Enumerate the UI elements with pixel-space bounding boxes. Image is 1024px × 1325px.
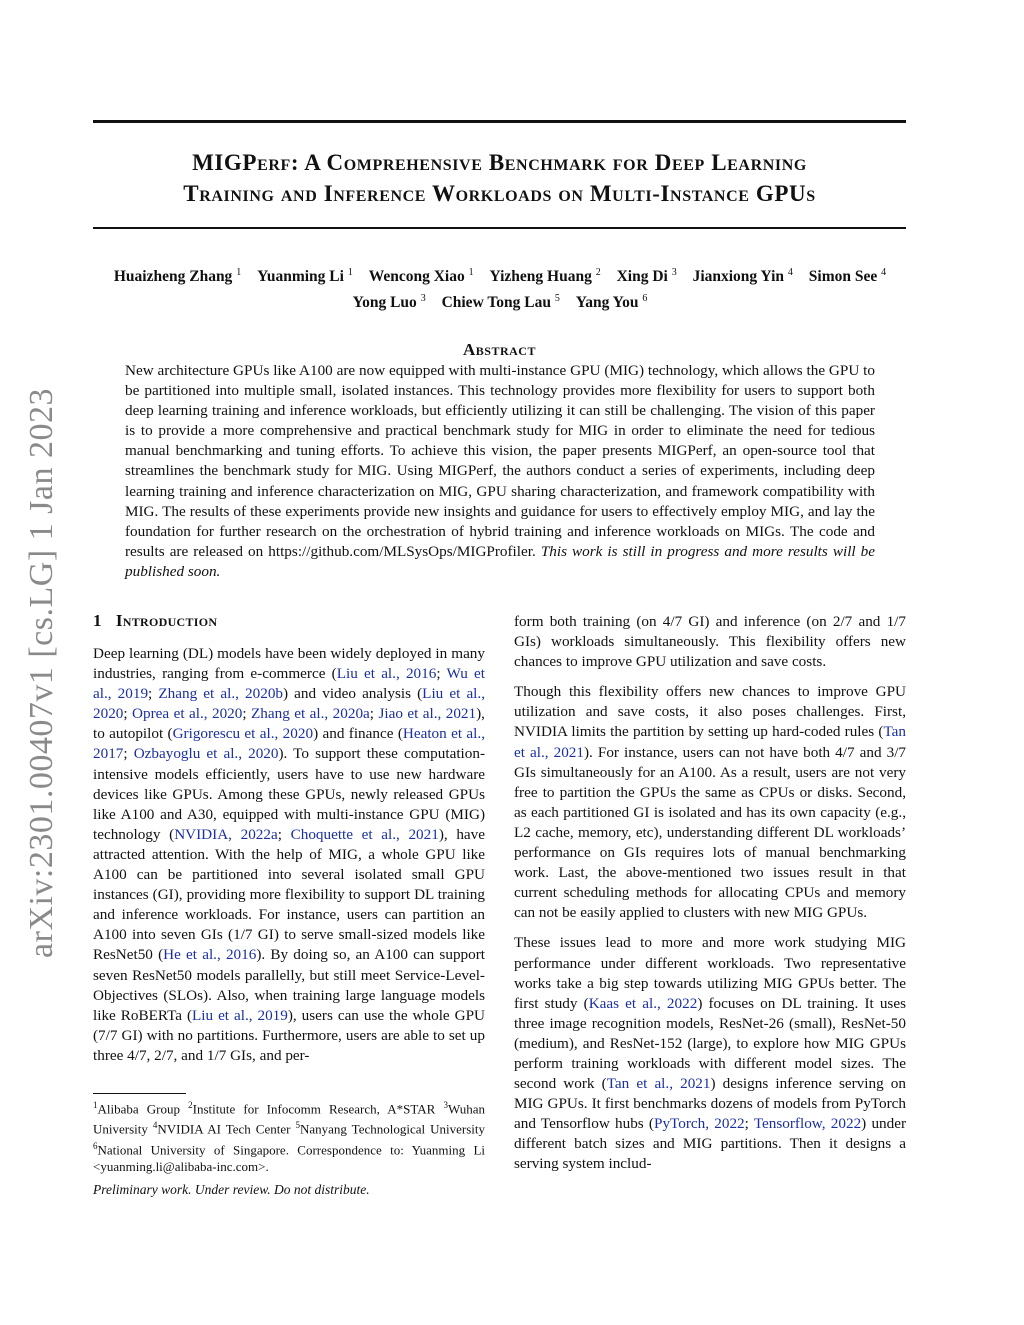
affiliation-marker: 6: [642, 293, 648, 305]
title-top-rule: [93, 120, 906, 123]
title-line-1: MIGPerf: A Comprehensive Benchmark for Deep Learning: [192, 150, 807, 175]
author: [353, 294, 426, 311]
citation-link[interactable]: Kaas et al., 2022: [588, 994, 698, 1012]
section-heading: [93, 611, 217, 631]
author: [617, 268, 677, 285]
affiliation-marker: 3: [671, 267, 677, 278]
footnote-rule: [93, 1093, 186, 1094]
affiliations-footnote: [93, 1097, 485, 1175]
affiliation-marker: 5: [295, 1120, 300, 1131]
author: [114, 268, 241, 285]
citation-link[interactable]: Tan et al., 2021: [514, 723, 906, 761]
author: [809, 268, 886, 285]
citation-link[interactable]: Liu et al., 2016: [336, 665, 437, 683]
citation-link[interactable]: Zhang et al., 2020b: [158, 685, 284, 703]
citation-link[interactable]: Wu et al., 2019: [93, 665, 486, 703]
citation-link[interactable]: Grigorescu et al., 2020: [172, 725, 314, 743]
affiliation-marker: 3: [420, 293, 426, 305]
affiliation-marker: 2: [595, 267, 601, 278]
author-name: Yang You: [575, 294, 643, 312]
citation-link[interactable]: Heaton et al., 2017: [93, 725, 485, 763]
affiliation-text: Wuhan University: [93, 1101, 485, 1137]
affiliation-marker: 6: [93, 1140, 98, 1151]
author-name: Yong Luo: [352, 294, 421, 312]
citation-link[interactable]: PyTorch, 2022: [654, 1115, 745, 1133]
author: [489, 268, 600, 285]
citation-link[interactable]: Zhang et al., 2020a: [251, 705, 370, 723]
right-column: [514, 612, 906, 1185]
abstract-heading: Abstract: [463, 340, 536, 359]
affiliation-marker: 1: [468, 267, 474, 278]
left-column: [93, 644, 485, 1076]
affiliation-text: Alibaba Group: [97, 1101, 189, 1117]
affiliation-marker: 4: [881, 267, 887, 278]
section-title: Introduction: [115, 611, 218, 630]
author-list: [80, 262, 920, 314]
affiliation-text: NVIDIA AI Tech Center: [157, 1121, 296, 1137]
affiliation-marker: 1: [93, 1100, 98, 1110]
citation-link[interactable]: NVIDIA, 2022a: [174, 825, 278, 843]
author: [693, 268, 793, 285]
citation-link[interactable]: He et al., 2016: [163, 946, 257, 964]
abstract-body: [125, 361, 875, 582]
author: [576, 294, 648, 311]
title-bottom-rule: [93, 227, 906, 229]
author-name: Simon See: [808, 268, 882, 286]
author-name: Huaizheng Zhang: [113, 268, 237, 286]
affiliation-marker: 4: [787, 267, 793, 278]
paragraph: Though this flexibility offers new chances to improve GPU utilization and save costs, it also poses challenges. First, NVIDIA limits the partition by setting up hard-coded rules (Tan et al., 2021). For instance, users can not have both 4/7 and 3/7 GIs simultaneously for an A100. As a result, users are not very free to partition the GPUs the same as CPUs or disks. Second, as each partitioned GI is isolated and has its own capacity (e.g., L2 cache, memory, etc), understanding different DL workloads’ performance on GIs requires lots of manual benchmarking work. Last, the above-mentioned two issues result in that current scheduling methods for allocating CPUs and memory can not be easily applied to clusters with new MIG GPUs.: [514, 683, 907, 922]
correspondence: Correspondence to: Yuanming Li <yuanming.li@alibaba-inc.com>.: [93, 1141, 486, 1174]
affiliation-text: Institute for Infocomm Research, A*STAR: [192, 1101, 444, 1117]
paragraph: Deep learning (DL) models have been widely deployed in many industries, ranging from e-commerce (Liu et al., 2016; Wu et al., 2019; Zhang et al., 2020b) and video analysis (Liu et al., 2020; Oprea et al., 2020; Zhang et al., 2020a; Jiao et al., 2021), to autopilot (Grigorescu et al., 2020) and finance (Heaton et al., 2017; Ozbayoglu et al., 2020). To support these computation-intensive models efficiently, users have to use new hardware devices like GPUs. Among these GPUs, newly released GPUs like A100 and A30, equipped with multi-instance GPU (MIG) technology (NVIDIA, 2022a; Choquette et al., 2021), have attracted attention. With the help of MIG, a whole GPU like A100 can be partitioned into several isolated small GPU instances (GI), providing more flexibility to support DL training and inference workloads. For instance, users can partition an A100 into seven GIs (1/7 GI) to serve small-sized models like ResNet50 (He et al., 2016). By doing so, an A100 can support seven ResNet50 models parallelly, but still meet Service-Level-Objectives (SLOs). Also, when training large language models like RoBERTa (Liu et al., 2019), users can use the whole GPU (7/7 GI) with no partitions. Furthermore, users are able to set up three 4/7, 2/7, and 1/7 GIs, and per-: [93, 645, 486, 1064]
author-name: Xing Di: [616, 268, 672, 286]
preliminary-note: Preliminary work. Under review. Do not distribute.: [93, 1182, 370, 1197]
author-name: Jianxiong Yin: [692, 268, 788, 286]
affiliation-marker: 1: [347, 267, 353, 278]
abstract-italic-note: This work is still in progress and more results will be published soon.: [125, 542, 876, 580]
citation-link[interactable]: Choquette et al., 2021: [290, 825, 439, 843]
citation-link[interactable]: Jiao et al., 2021: [378, 705, 477, 723]
affiliation-marker: 5: [554, 293, 560, 305]
citation-link[interactable]: Tan et al., 2021: [606, 1075, 711, 1093]
citation-link[interactable]: Ozbayoglu et al., 2020: [133, 745, 279, 763]
author-name: Wencong Xiao: [368, 268, 469, 286]
citation-link[interactable]: Liu et al., 2020: [93, 685, 485, 723]
title-line-2: Training and Inference Workloads on Multi-Instance GPUs: [183, 181, 816, 206]
affiliation-marker: 1: [236, 267, 242, 278]
citation-link[interactable]: Tensorflow, 2022: [753, 1115, 862, 1133]
affiliation-marker: 4: [152, 1120, 158, 1131]
section-number: 1: [93, 611, 102, 630]
affiliation-marker: 3: [443, 1100, 448, 1110]
author: [257, 268, 353, 285]
paper-title: [93, 147, 906, 209]
citation-link[interactable]: Liu et al., 2019: [192, 1006, 288, 1024]
citation-link[interactable]: Oprea et al., 2020: [132, 705, 243, 723]
author-name: Chiew Tong Lau: [441, 294, 555, 312]
author-name: Yuanming Li: [257, 268, 348, 286]
paragraph: form both training (on 4/7 GI) and inference (on 2/7 and 1/7 GIs) workloads simultaneously. This flexibility offers new chances to improve GPU utilization and save costs.: [514, 613, 906, 671]
abstract-text: New architecture GPUs like A100 are now equipped with multi-instance GPU (MIG) technology, which allows the GPU to be partitioned into multiple small, isolated instances. This technology provides more flexibility for users to support both deep learning training and inference workloads, but efficiently utilizing it can still be challenging. The vision of this paper is to provide a more comprehensive and practical benchmark study for MIG in order to eliminate the need for tedious manual benchmarking and tuning efforts. To achieve this vision, the paper presents MIGPerf, an open-source tool that streamlines the benchmark study for MIG. Using MIGPerf, the authors conduct a series of experiments, including deep learning training and inference characterization on MIG, GPU sharing characterization, and framework compatibility with MIG. The results of these experiments provide new insights and guidance for users to effectively employ MIG, and lay the foundation for further research on the orchestration of hybrid training and inference workloads on MIGs. The code and results are released on https://github.com/MLSysOps/MIGProfiler.: [125, 362, 875, 560]
arxiv-identifier: arXiv:2301.00407v1 [cs.LG] 1 Jan 2023: [23, 388, 60, 958]
author-name: Yizheng Huang: [489, 268, 596, 286]
affiliation-text: National University of Singapore.: [97, 1141, 298, 1157]
author: [369, 268, 474, 285]
affiliation-marker: 2: [188, 1100, 193, 1110]
author: [442, 294, 560, 311]
paragraph: These issues lead to more and more work studying MIG performance under different workloads. Two representative works take a big step towards utilizing MIG GPUs better. The first study (Kaas et al., 2022) focuses on DL training. It uses three image recognition models, ResNet-26 (small), ResNet-50 (medium), and ResNet-152 (large), to explore how MIG GPUs perform training workloads with different model sizes. The second work (Tan et al., 2021) designs inference serving on MIG GPUs. It first benchmarks dozens of models from PyTorch and Tensorflow hubs (PyTorch, 2022; Tensorflow, 2022) under different batch sizes and MIG partitions. Then it designs a serving system includ-: [514, 934, 907, 1173]
affiliation-text: Nanyang Technological University: [299, 1121, 486, 1137]
